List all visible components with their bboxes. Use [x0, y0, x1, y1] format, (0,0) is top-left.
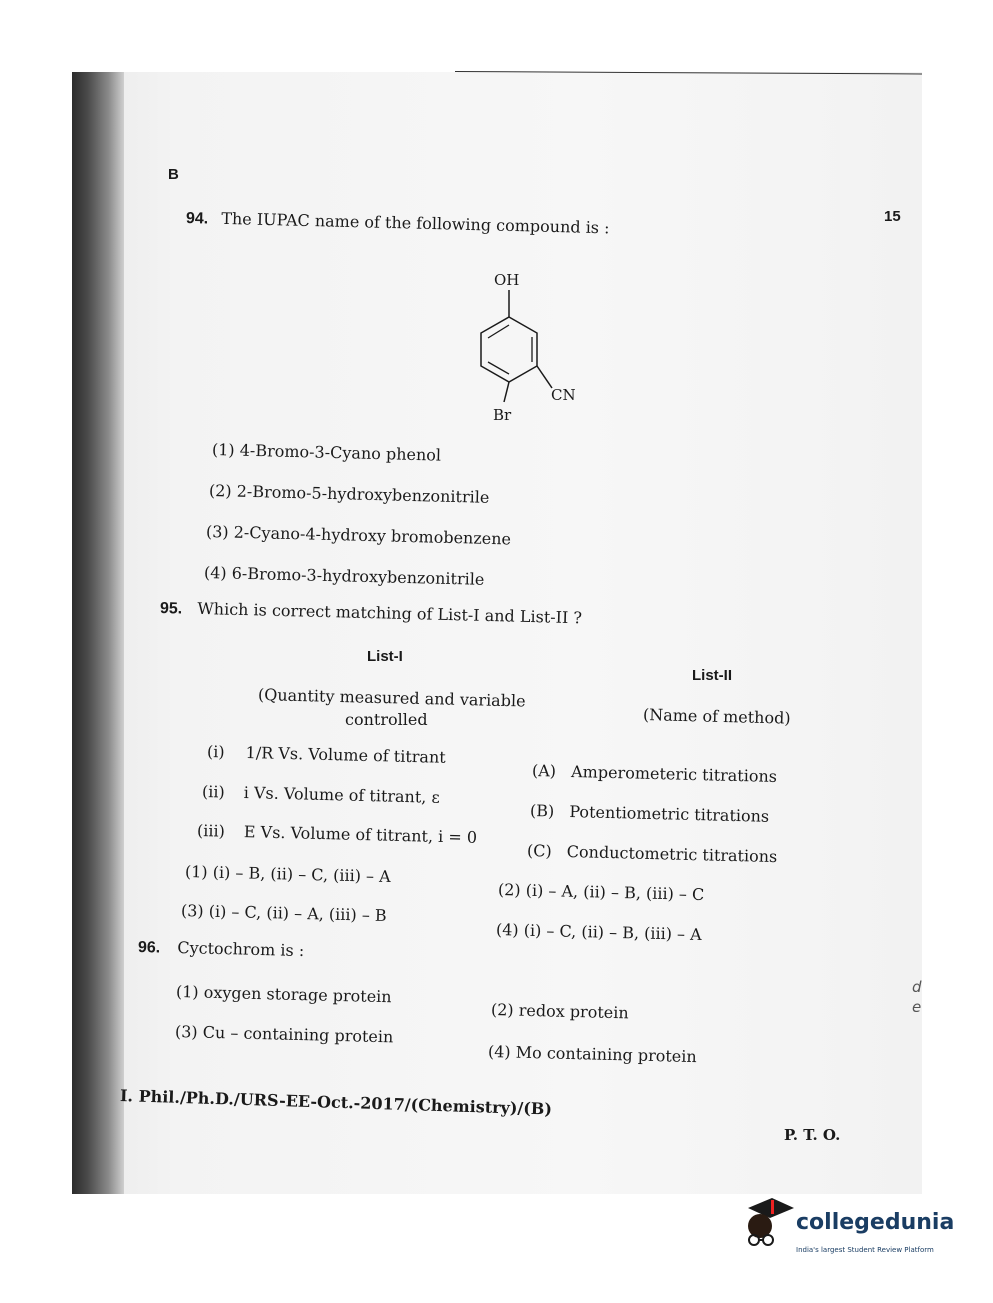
edge-letter: d: [912, 978, 922, 996]
question-text: The IUPAC name of the following compound is :: [221, 208, 610, 238]
item-text: Conductometric titrations: [566, 841, 778, 867]
item-text: Amperometeric titrations: [570, 761, 778, 786]
list1-subtitle-line1: (Quantity measured and variable: [257, 685, 526, 711]
item-text: E Vs. Volume of titrant, i = 0: [243, 822, 478, 847]
list2-subtitle: (Name of method): [642, 705, 791, 728]
edge-letter: e: [912, 998, 922, 1016]
cn-label: CN: [551, 386, 576, 404]
q96-option-3: (3) Cu – containing protein: [174, 1022, 394, 1047]
q95-option-1: (1) (i) – B, (ii) – C, (iii) – A: [184, 862, 391, 887]
q96-option-1: (1) oxygen storage protein: [175, 982, 392, 1007]
page-binding-shadow: [72, 72, 124, 1194]
set-letter: B: [168, 166, 179, 183]
list2-title: List-II: [692, 667, 732, 684]
item-number: (ii): [201, 782, 225, 802]
cn-bond: [537, 366, 552, 388]
br-label: Br: [493, 406, 512, 424]
exam-code: I. Phil./Ph.D./URS-EE-Oct.-2017/(Chemistry)/(B): [119, 1086, 553, 1119]
q95-option-4: (4) (i) – C, (ii) – B, (iii) – A: [495, 920, 702, 945]
item-text: i Vs. Volume of titrant, ε: [243, 783, 440, 807]
graduate-mascot-icon: [738, 1196, 796, 1254]
oh-label: OH: [494, 271, 520, 289]
question-number: 94.: [185, 210, 209, 228]
watermark-brand: collegedunia: [796, 1210, 955, 1235]
q95-option-3: (3) (i) – C, (ii) – A, (iii) – B: [180, 901, 387, 926]
pto-label: P. T. O.: [784, 1126, 841, 1144]
q95-option-2: (2) (i) – A, (ii) – B, (iii) – C: [497, 880, 705, 905]
question-text: Which is correct matching of List-I and List-II ?: [197, 598, 583, 628]
question-96: [138, 937, 305, 961]
q96-option-2: (2) redox protein: [490, 1000, 629, 1023]
benzene-ring: [481, 317, 537, 382]
question-text: Cyctochrom is :: [177, 937, 305, 961]
question-number: 96.: [137, 939, 161, 957]
br-bond: [504, 382, 509, 402]
question-number: 95.: [159, 600, 183, 618]
item-number: (i): [206, 742, 225, 762]
item-text: 1/R Vs. Volume of titrant: [245, 742, 446, 767]
q94-option-4: (4) 6-Bromo-3-hydroxybenzonitrile: [203, 563, 485, 589]
item-number: (C): [526, 841, 552, 861]
q94-option-3: (3) 2-Cyano-4-hydroxy bromobenzene: [205, 522, 512, 549]
item-text: Potentiometric titrations: [569, 801, 770, 826]
watermark-tagline: India's largest Student Review Platform: [796, 1246, 934, 1254]
benzene-structure: [460, 262, 590, 427]
list1-subtitle-line2: controlled: [345, 710, 428, 729]
item-number: (A): [531, 761, 557, 781]
item-number: (iii): [196, 821, 226, 841]
q94-option-2: (2) 2-Bromo-5-hydroxybenzonitrile: [208, 481, 490, 507]
page-number: 15: [884, 208, 901, 225]
q96-option-4: (4) Mo containing protein: [487, 1042, 697, 1067]
list1-title: List-I: [367, 648, 403, 665]
q94-option-1: (1) 4-Bromo-3-Cyano phenol: [211, 440, 442, 465]
item-number: (B): [529, 801, 555, 821]
